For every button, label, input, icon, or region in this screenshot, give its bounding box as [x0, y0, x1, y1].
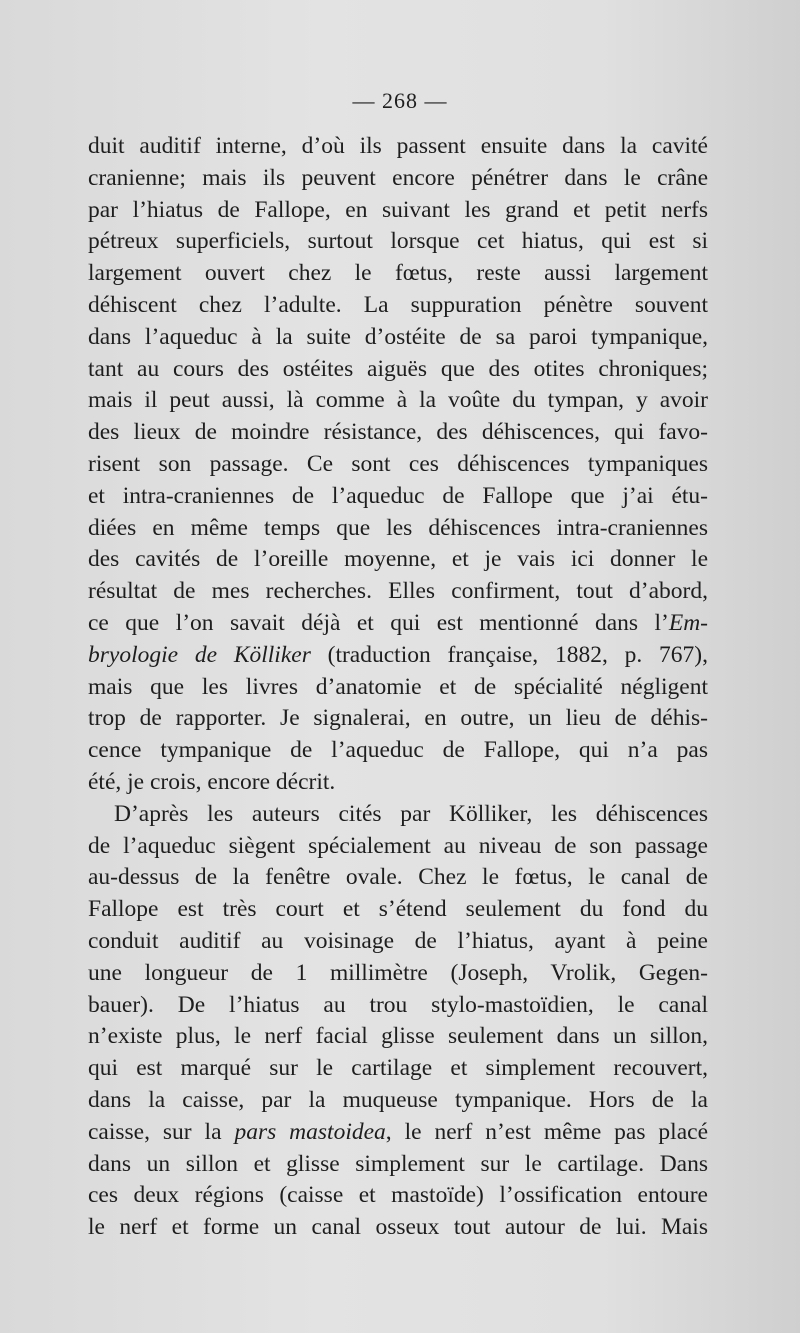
text-line: par l’hiatus de Fallope, en suivant les grand et petit nerfs — [88, 196, 708, 223]
text-line: ces deux régions (caisse et mastoïde) l’ossification entoure — [88, 1182, 708, 1209]
text-fragment: ce que l’on savait déjà et qui est mentionné dans l’ — [88, 609, 669, 636]
text-line: conduit auditif au voisinage de l’hiatus, ayant à peine — [88, 927, 708, 954]
text-line: bauer). De l’hiatus au trou stylo-mastoïdien, le canal — [88, 991, 708, 1018]
text-line — [88, 608, 708, 640]
text-line: une longueur de 1 millimètre (Joseph, Vrolik, Gegen- — [88, 959, 708, 986]
italic-text: bryologie de Kölliker — [88, 641, 311, 668]
text-line: dans la caisse, par la muqueuse tympanique. Hors de la — [88, 1086, 708, 1113]
text-line: cranienne; mais ils peuvent encore pénétrer dans le crâne — [88, 164, 708, 191]
text-line: déhiscent chez l’adulte. La suppuration pénètre souvent — [88, 291, 708, 318]
text-line: des cavités de l’oreille moyenne, et je vais ici donner le — [88, 546, 708, 573]
text-line: trop de rapporter. Je signalerai, en outre, un lieu de déhis- — [88, 705, 708, 732]
page-number: — 268 — — [352, 88, 448, 113]
text-line: été, je crois, encore décrit. — [88, 768, 336, 795]
text-line: le nerf et forme un canal osseux tout autour de lui. Mais — [88, 1214, 708, 1241]
text-line: mais que les livres d’anatomie et de spécialité négligent — [88, 673, 708, 700]
text-line: D’après les auteurs cités par Kölliker, les déhiscences — [114, 800, 708, 827]
text-line: largement ouvert chez le fœtus, reste aussi largement — [88, 260, 708, 287]
text-line — [88, 640, 708, 672]
text-line: mais il peut aussi, là comme à la voûte du tympan, y avoir — [88, 387, 708, 414]
text-fragment: caisse, sur la — [88, 1118, 235, 1145]
text-line: Fallope est très court et s’étend seulement du fond du — [88, 896, 708, 923]
italic-text: Em- — [668, 609, 708, 636]
text-line: qui est marqué sur le cartilage et simplement recouvert, — [88, 1055, 708, 1082]
text-line — [88, 1117, 708, 1149]
body-text — [88, 131, 708, 1244]
italic-text: pars mastoidea — [234, 1118, 386, 1145]
text-line: de l’aqueduc siègent spécialement au niveau de son passage — [88, 832, 708, 859]
text-line: tant au cours des ostéites aiguës que des otites chroniques; — [88, 355, 708, 382]
text-line: cence tympanique de l’aqueduc de Fallope, qui n’a pas — [88, 737, 708, 764]
text-line: au-dessus de la fenêtre ovale. Chez le fœtus, le canal de — [88, 864, 708, 891]
text-line: pétreux superficiels, surtout lorsque cet hiatus, qui est si — [88, 228, 708, 255]
text-line: et intra-craniennes de l’aqueduc de Fallope que j’ai étu- — [88, 482, 708, 509]
text-line: résultat de mes recherches. Elles confirment, tout d’abord, — [88, 578, 708, 605]
text-line: dans un sillon et glisse simplement sur le cartilage. Dans — [88, 1150, 708, 1177]
text-fragment: (traduction française, 1882, p. 767), — [310, 641, 708, 668]
text-fragment: , le nerf n’est même pas placé — [385, 1118, 708, 1145]
text-line: duit auditif interne, d’où ils passent ensuite dans la cavité — [88, 133, 708, 159]
text-line: dans l’aqueduc à la suite d’ostéite de sa paroi tympanique, — [88, 323, 708, 350]
text-line: des lieux de moindre résistance, des déhiscences, qui favo- — [88, 419, 708, 446]
text-line: risent son passage. Ce sont ces déhiscences tympaniques — [88, 450, 708, 477]
text-line: diées en même temps que les déhiscences intra-craniennes — [88, 514, 708, 541]
text-line: n’existe plus, le nerf facial glisse seulement dans un sillon, — [88, 1023, 708, 1050]
